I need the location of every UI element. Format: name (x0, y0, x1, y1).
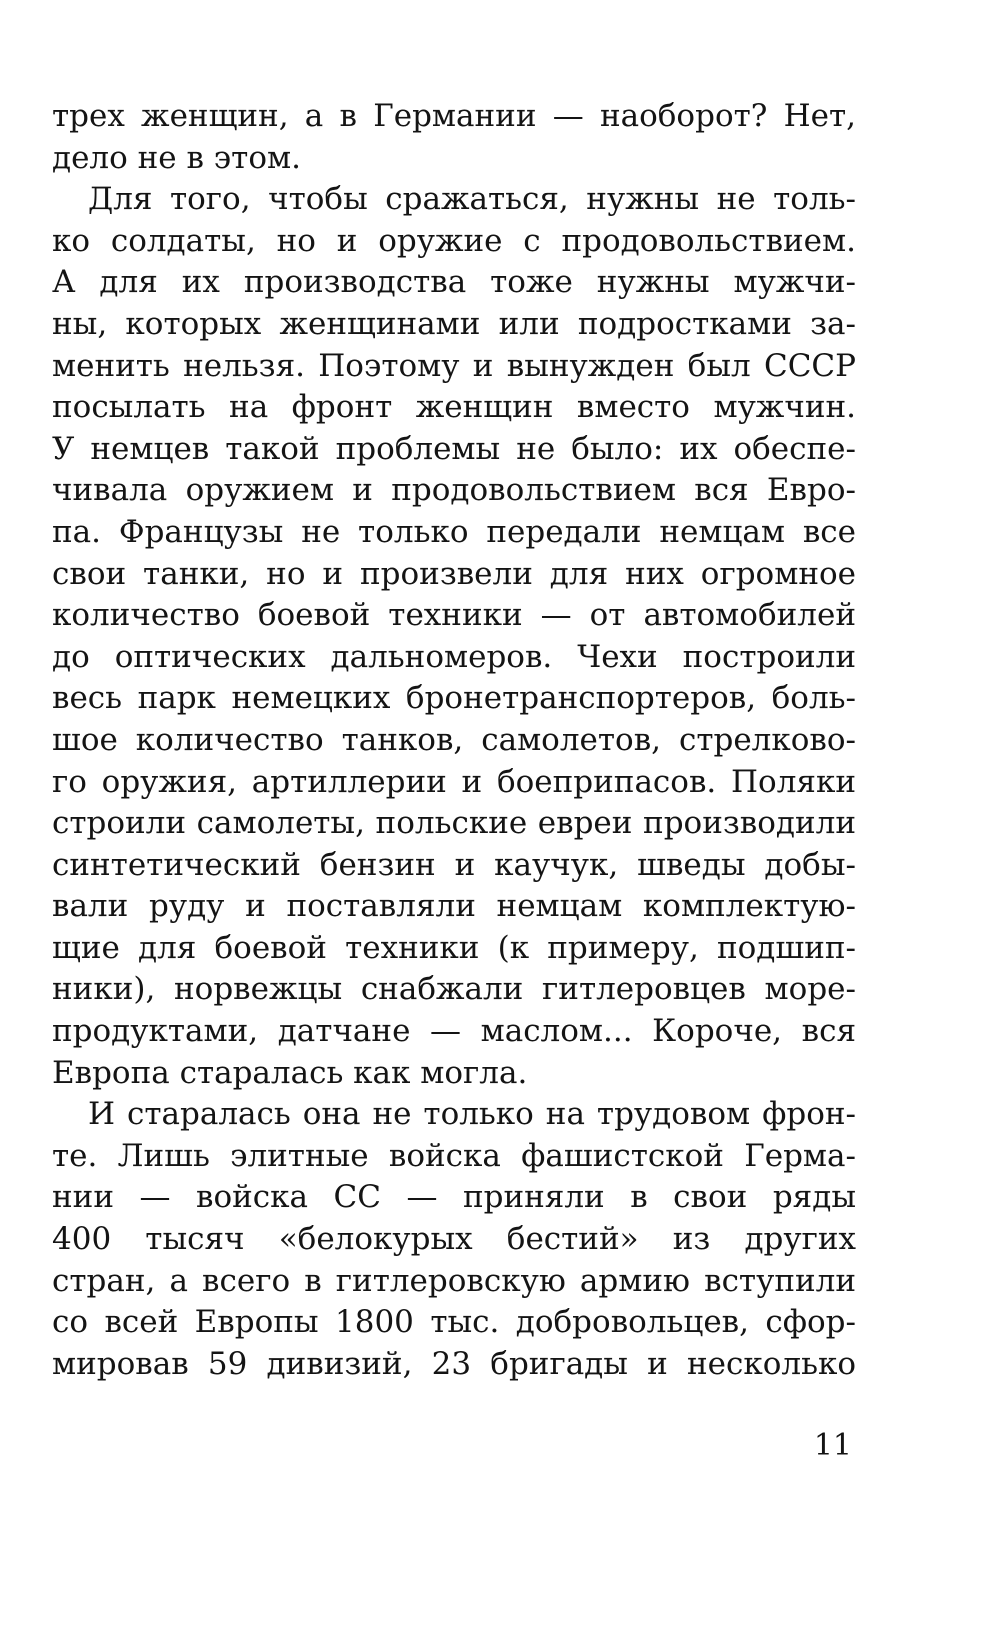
text-line: синтетический бензин и каучук, шведы добы- (52, 846, 856, 883)
text-line: У немцев такой проблемы не было: их обеспе- (52, 430, 856, 467)
text-line: чивала оружием и продовольствием вся Евро- (52, 472, 856, 509)
body-text (52, 96, 856, 1385)
text-line: щие для боевой техники (к примеру, подшип- (52, 929, 856, 966)
text-line: строили самолеты, польские евреи производили (52, 805, 856, 842)
text-line: шое количество танков, самолетов, стрелково- (52, 721, 856, 758)
text-line: мировав 59 дивизий, 23 бригады и несколько (52, 1345, 856, 1382)
text-line: нии — войска СС — приняли в свои ряды (52, 1179, 856, 1216)
text-line: Для того, чтобы сражаться, нужны не толь- (88, 181, 856, 218)
text-line: менить нельзя. Поэтому и вынужден был СССР (52, 347, 856, 384)
text-line: те. Лишь элитные войска фашистской Герма- (52, 1137, 856, 1174)
text-line: вали руду и поставляли немцам комплектую- (52, 888, 856, 925)
text-line: посылать на фронт женщин вместо мужчин. (52, 389, 856, 426)
page-number: 11 (813, 1428, 852, 1463)
text-line: Европа старалась как могла. (52, 1054, 528, 1091)
text-line: до оптических дальномеров. Чехи построили (52, 638, 856, 675)
text-line: ники), норвежцы снабжали гитлеровцев море- (52, 971, 856, 1008)
text-line: стран, а всего в гитлеровскую армию вступили (52, 1262, 856, 1299)
text-line: количество боевой техники — от автомобилей (52, 597, 856, 634)
text-line: свои танки, но и произвели для них огромное (52, 555, 856, 592)
text-line: дело не в этом. (52, 139, 301, 176)
text-line: трех женщин, а в Германии — наоборот? Нет, (52, 98, 856, 134)
text-line: весь парк немецких бронетранспортеров, боль- (52, 680, 856, 717)
text-line: ко солдаты, но и оружие с продовольствием. (52, 222, 856, 259)
text-line: продуктами, датчане — маслом... Короче, вся (52, 1013, 856, 1050)
text-line: ны, которых женщинами или подростками за- (52, 305, 856, 342)
text-line: го оружия, артиллерии и боеприпасов. Поляки (52, 763, 856, 800)
text-line: па. Французы не только передали немцам все (52, 513, 856, 550)
text-line: со всей Европы 1800 тыс. добровольцев, сфор- (52, 1304, 856, 1341)
text-line: А для их производства тоже нужны мужчи- (52, 264, 856, 301)
text-line: И старалась она не только на трудовом фрон- (88, 1096, 856, 1133)
text-line: 400 тысяч «белокурых бестий» из других (52, 1221, 856, 1258)
